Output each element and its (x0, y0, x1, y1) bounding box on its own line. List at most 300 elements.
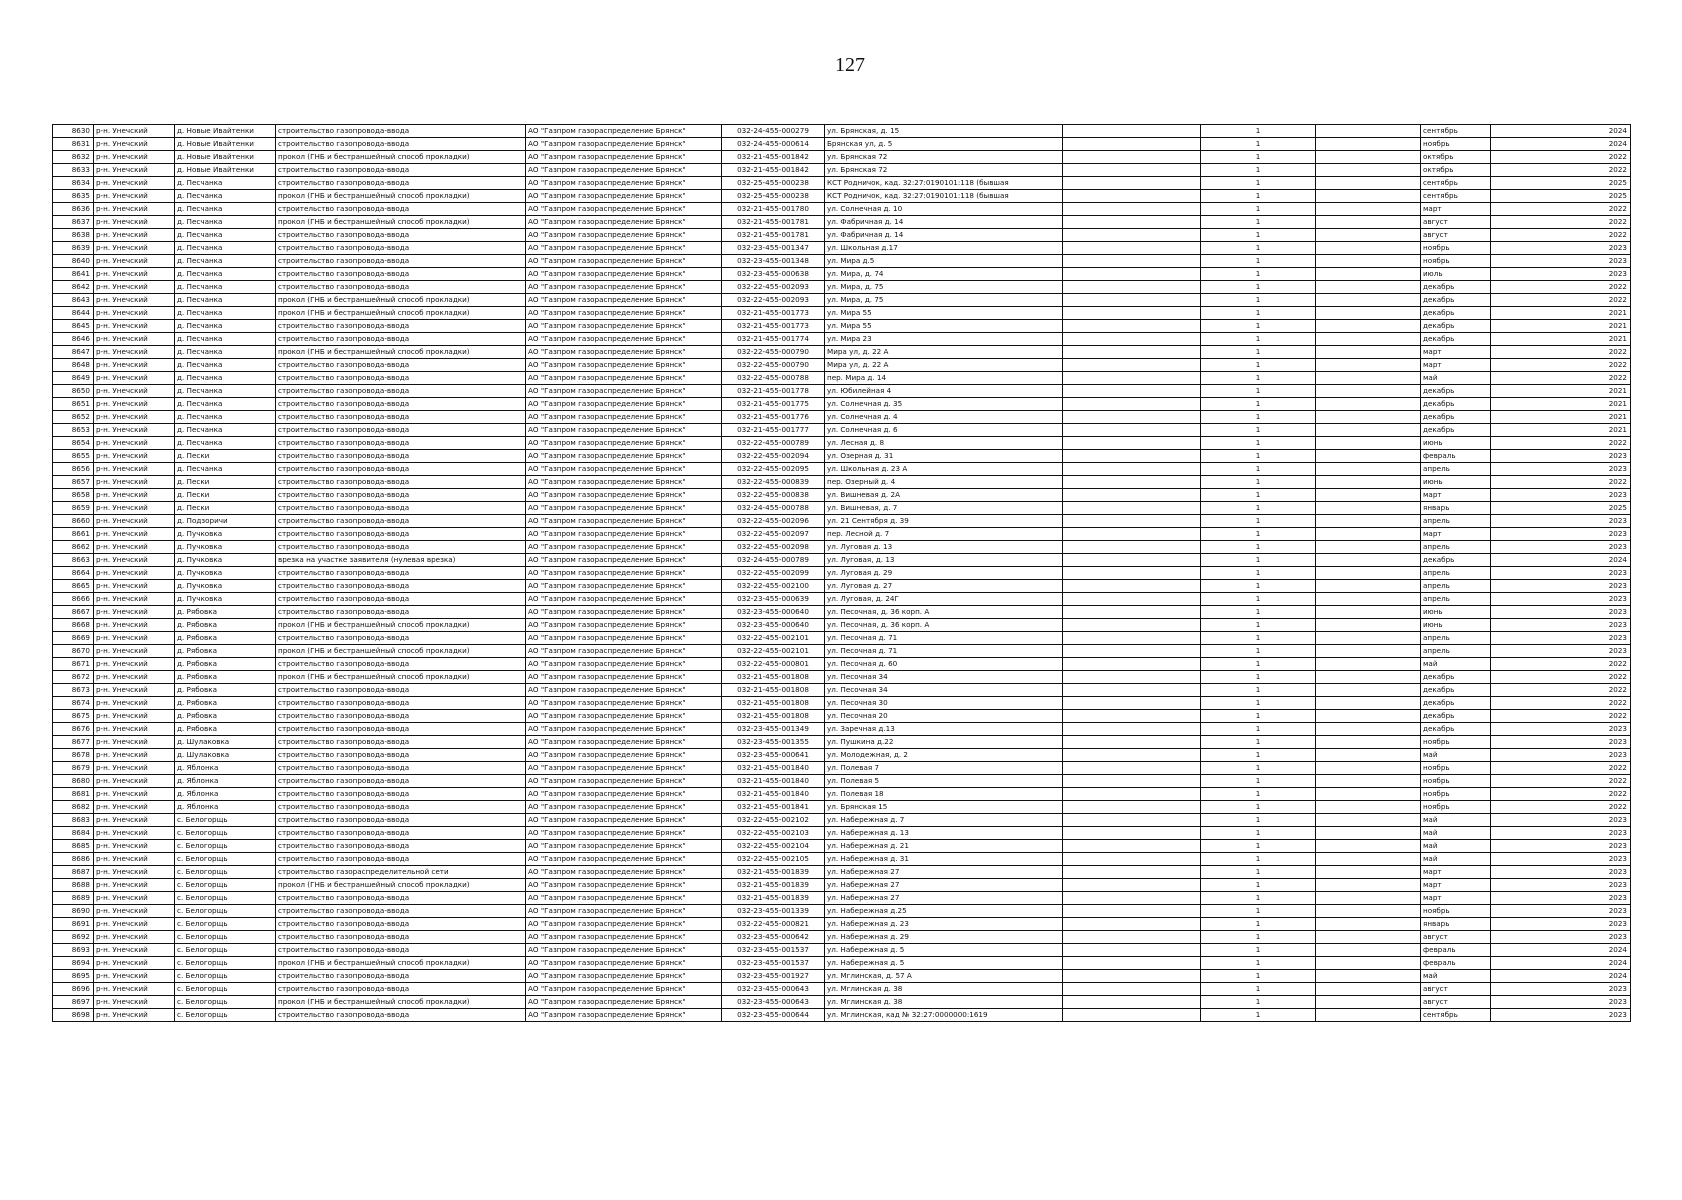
cell-empty-column (1316, 450, 1421, 463)
cell-month: март (1421, 892, 1491, 905)
cell-quantity: 1 (1201, 398, 1316, 411)
cell-application-number: 032-22-455-000838 (722, 489, 825, 502)
cell-row-number: 8671 (53, 658, 94, 671)
cell-empty-column (1063, 372, 1201, 385)
cell-organization: АО "Газпром газораспределение Брянск" (526, 840, 722, 853)
cell-application-number: 032-21-455-001839 (722, 866, 825, 879)
cell-month: декабрь (1421, 671, 1491, 684)
cell-quantity: 1 (1201, 242, 1316, 255)
cell-district: р-н. Унечский (94, 996, 175, 1009)
cell-row-number: 8654 (53, 437, 94, 450)
cell-year: 2022 (1491, 697, 1631, 710)
cell-address: ул. Набережная д. 5 (825, 944, 1063, 957)
cell-month: сентябрь (1421, 177, 1491, 190)
table-row (53, 411, 1631, 424)
cell-organization: АО "Газпром газораспределение Брянск" (526, 645, 722, 658)
cell-address: ул. Заречная д.13 (825, 723, 1063, 736)
table-row (53, 931, 1631, 944)
cell-year: 2021 (1491, 307, 1631, 320)
cell-organization: АО "Газпром газораспределение Брянск" (526, 788, 722, 801)
cell-organization: АО "Газпром газораспределение Брянск" (526, 346, 722, 359)
cell-organization: АО "Газпром газораспределение Брянск" (526, 268, 722, 281)
cell-empty-column (1316, 385, 1421, 398)
cell-organization: АО "Газпром газораспределение Брянск" (526, 723, 722, 736)
cell-district: р-н. Унечский (94, 580, 175, 593)
cell-work-type: строительство газопровода-ввода (276, 528, 526, 541)
cell-work-type: строительство газопровода-ввода (276, 463, 526, 476)
cell-application-number: 032-21-455-001781 (722, 216, 825, 229)
table-row (53, 970, 1631, 983)
cell-settlement: с. Белогорщь (175, 814, 276, 827)
cell-empty-column (1316, 814, 1421, 827)
cell-empty-column (1316, 554, 1421, 567)
cell-settlement: д. Новые Ивайтенки (175, 164, 276, 177)
table-row (53, 710, 1631, 723)
table-row (53, 242, 1631, 255)
cell-address: ул. Солнечная д. 35 (825, 398, 1063, 411)
table-row (53, 359, 1631, 372)
cell-month: ноябрь (1421, 255, 1491, 268)
cell-application-number: 032-23-455-001355 (722, 736, 825, 749)
cell-application-number: 032-22-455-000788 (722, 372, 825, 385)
cell-settlement: д. Песчанка (175, 255, 276, 268)
cell-application-number: 032-23-455-001349 (722, 723, 825, 736)
cell-empty-column (1063, 502, 1201, 515)
cell-empty-column (1063, 359, 1201, 372)
cell-organization: АО "Газпром газораспределение Брянск" (526, 905, 722, 918)
table-row (53, 801, 1631, 814)
cell-work-type: строительство газопровода-ввода (276, 944, 526, 957)
cell-district: р-н. Унечский (94, 294, 175, 307)
cell-district: р-н. Унечский (94, 775, 175, 788)
cell-year: 2022 (1491, 216, 1631, 229)
cell-empty-column (1316, 697, 1421, 710)
cell-application-number: 032-25-455-000238 (722, 190, 825, 203)
cell-address: ул. Мглинская, д. 57 А (825, 970, 1063, 983)
cell-quantity: 1 (1201, 177, 1316, 190)
cell-organization: АО "Газпром газораспределение Брянск" (526, 580, 722, 593)
cell-work-type: строительство газопровода-ввода (276, 749, 526, 762)
cell-address: ул. Фабричная д. 14 (825, 216, 1063, 229)
cell-row-number: 8664 (53, 567, 94, 580)
cell-application-number: 032-23-455-001927 (722, 970, 825, 983)
cell-work-type: строительство газопровода-ввода (276, 320, 526, 333)
cell-address: ул. Набережная д. 23 (825, 918, 1063, 931)
cell-empty-column (1316, 905, 1421, 918)
cell-application-number: 032-22-455-000790 (722, 346, 825, 359)
cell-organization: АО "Газпром газораспределение Брянск" (526, 385, 722, 398)
cell-row-number: 8683 (53, 814, 94, 827)
cell-address: ул. Вишневая д. 2А (825, 489, 1063, 502)
cell-month: ноябрь (1421, 762, 1491, 775)
cell-row-number: 8647 (53, 346, 94, 359)
cell-quantity: 1 (1201, 905, 1316, 918)
cell-address: ул. Вишневая, д. 7 (825, 502, 1063, 515)
cell-empty-column (1316, 268, 1421, 281)
cell-settlement: д. Рябовка (175, 710, 276, 723)
cell-row-number: 8692 (53, 931, 94, 944)
cell-district: р-н. Унечский (94, 164, 175, 177)
cell-year: 2024 (1491, 554, 1631, 567)
cell-district: р-н. Унечский (94, 762, 175, 775)
cell-year: 2023 (1491, 593, 1631, 606)
cell-year: 2025 (1491, 190, 1631, 203)
cell-address: ул. Песочная 30 (825, 697, 1063, 710)
cell-year: 2023 (1491, 268, 1631, 281)
cell-address: ул. Лесная д. 8 (825, 437, 1063, 450)
table-row (53, 762, 1631, 775)
cell-month: декабрь (1421, 398, 1491, 411)
cell-settlement: д. Рябовка (175, 697, 276, 710)
cell-row-number: 8645 (53, 320, 94, 333)
cell-empty-column (1316, 424, 1421, 437)
cell-work-type: строительство газопровода-ввода (276, 255, 526, 268)
cell-row-number: 8658 (53, 489, 94, 502)
cell-quantity: 1 (1201, 216, 1316, 229)
cell-month: март (1421, 346, 1491, 359)
cell-settlement: д. Рябовка (175, 645, 276, 658)
cell-quantity: 1 (1201, 931, 1316, 944)
cell-month: май (1421, 853, 1491, 866)
cell-empty-column (1316, 801, 1421, 814)
cell-empty-column (1316, 190, 1421, 203)
cell-row-number: 8669 (53, 632, 94, 645)
cell-year: 2023 (1491, 983, 1631, 996)
cell-empty-column (1316, 229, 1421, 242)
cell-year: 2023 (1491, 723, 1631, 736)
cell-district: р-н. Унечский (94, 125, 175, 138)
cell-month: апрель (1421, 541, 1491, 554)
table-row (53, 671, 1631, 684)
cell-empty-column (1316, 879, 1421, 892)
cell-row-number: 8670 (53, 645, 94, 658)
cell-year: 2023 (1491, 736, 1631, 749)
cell-district: р-н. Унечский (94, 333, 175, 346)
cell-settlement: д. Яблонка (175, 801, 276, 814)
cell-year: 2023 (1491, 450, 1631, 463)
cell-settlement: д. Песчанка (175, 333, 276, 346)
cell-year: 2022 (1491, 684, 1631, 697)
cell-row-number: 8640 (53, 255, 94, 268)
cell-quantity: 1 (1201, 307, 1316, 320)
cell-year: 2024 (1491, 138, 1631, 151)
cell-empty-column (1316, 970, 1421, 983)
cell-address: ул. Мглинская, кад № 32:27:0000000:1619 (825, 1009, 1063, 1022)
cell-work-type: строительство газопровода-ввода (276, 203, 526, 216)
cell-quantity: 1 (1201, 996, 1316, 1009)
cell-address: ул. Набережная д.25 (825, 905, 1063, 918)
cell-quantity: 1 (1201, 983, 1316, 996)
cell-empty-column (1063, 775, 1201, 788)
cell-row-number: 8684 (53, 827, 94, 840)
cell-empty-column (1063, 892, 1201, 905)
cell-year: 2022 (1491, 801, 1631, 814)
cell-empty-column (1316, 476, 1421, 489)
cell-month: октябрь (1421, 151, 1491, 164)
cell-empty-column (1063, 762, 1201, 775)
cell-row-number: 8688 (53, 879, 94, 892)
cell-settlement: д. Шулаковка (175, 749, 276, 762)
cell-organization: АО "Газпром газораспределение Брянск" (526, 216, 722, 229)
cell-address: ул. Брянская, д. 15 (825, 125, 1063, 138)
cell-work-type: строительство газопровода-ввода (276, 775, 526, 788)
cell-address: пер. Лесной д. 7 (825, 528, 1063, 541)
cell-empty-column (1063, 710, 1201, 723)
cell-organization: АО "Газпром газораспределение Брянск" (526, 229, 722, 242)
cell-row-number: 8652 (53, 411, 94, 424)
cell-empty-column (1063, 814, 1201, 827)
cell-quantity: 1 (1201, 749, 1316, 762)
cell-organization: АО "Газпром газораспределение Брянск" (526, 996, 722, 1009)
cell-row-number: 8644 (53, 307, 94, 320)
cell-application-number: 032-21-455-001808 (722, 671, 825, 684)
cell-address: ул. Мира, д. 75 (825, 294, 1063, 307)
cell-quantity: 1 (1201, 489, 1316, 502)
cell-row-number: 8655 (53, 450, 94, 463)
cell-row-number: 8674 (53, 697, 94, 710)
cell-empty-column (1316, 853, 1421, 866)
table-row (53, 281, 1631, 294)
cell-work-type: строительство газопровода-ввода (276, 788, 526, 801)
cell-empty-column (1316, 125, 1421, 138)
cell-year: 2023 (1491, 905, 1631, 918)
cell-work-type: строительство газопровода-ввода (276, 489, 526, 502)
table-row (53, 580, 1631, 593)
cell-settlement: д. Пески (175, 476, 276, 489)
cell-settlement: д. Песчанка (175, 411, 276, 424)
cell-empty-column (1316, 788, 1421, 801)
cell-organization: АО "Газпром газораспределение Брянск" (526, 983, 722, 996)
cell-settlement: д. Подзоричи (175, 515, 276, 528)
cell-empty-column (1063, 645, 1201, 658)
cell-row-number: 8680 (53, 775, 94, 788)
cell-quantity: 1 (1201, 762, 1316, 775)
cell-work-type: строительство газопровода-ввода (276, 801, 526, 814)
cell-year: 2022 (1491, 476, 1631, 489)
cell-application-number: 032-22-455-002093 (722, 281, 825, 294)
cell-application-number: 032-24-455-000614 (722, 138, 825, 151)
cell-application-number: 032-21-455-001777 (722, 424, 825, 437)
cell-work-type: строительство газопровода-ввода (276, 606, 526, 619)
cell-district: р-н. Унечский (94, 905, 175, 918)
cell-year: 2021 (1491, 333, 1631, 346)
cell-district: р-н. Унечский (94, 502, 175, 515)
cell-quantity: 1 (1201, 515, 1316, 528)
cell-settlement: д. Пучковка (175, 541, 276, 554)
cell-address: ул. Набережная д. 5 (825, 957, 1063, 970)
cell-address: ул. Набережная д. 31 (825, 853, 1063, 866)
cell-district: р-н. Унечский (94, 593, 175, 606)
cell-empty-column (1063, 983, 1201, 996)
cell-month: декабрь (1421, 424, 1491, 437)
cell-year: 2023 (1491, 1009, 1631, 1022)
cell-address: ул. 21 Сентября д. 39 (825, 515, 1063, 528)
table-row (53, 203, 1631, 216)
cell-empty-column (1063, 567, 1201, 580)
cell-empty-column (1063, 281, 1201, 294)
table-row (53, 346, 1631, 359)
cell-organization: АО "Газпром газораспределение Брянск" (526, 1009, 722, 1022)
cell-year: 2023 (1491, 580, 1631, 593)
cell-month: апрель (1421, 632, 1491, 645)
cell-month: июнь (1421, 619, 1491, 632)
cell-month: декабрь (1421, 294, 1491, 307)
cell-organization: АО "Газпром газораспределение Брянск" (526, 567, 722, 580)
cell-empty-column (1063, 736, 1201, 749)
table-row (53, 1009, 1631, 1022)
cell-settlement: д. Песчанка (175, 320, 276, 333)
cell-quantity: 1 (1201, 502, 1316, 515)
cell-month: ноябрь (1421, 801, 1491, 814)
cell-address: ул. Набережная д. 7 (825, 814, 1063, 827)
cell-district: р-н. Унечский (94, 320, 175, 333)
cell-empty-column (1063, 164, 1201, 177)
cell-empty-column (1063, 216, 1201, 229)
cell-quantity: 1 (1201, 710, 1316, 723)
cell-empty-column (1063, 203, 1201, 216)
table-row (53, 216, 1631, 229)
cell-empty-column (1063, 723, 1201, 736)
cell-work-type: врезка на участке заявителя (нулевая врезка) (276, 554, 526, 567)
cell-work-type: строительство газопровода-ввода (276, 593, 526, 606)
cell-year: 2022 (1491, 229, 1631, 242)
cell-work-type: строительство газопровода-ввода (276, 723, 526, 736)
cell-settlement: д. Пучковка (175, 554, 276, 567)
cell-organization: АО "Газпром газораспределение Брянск" (526, 606, 722, 619)
cell-row-number: 8663 (53, 554, 94, 567)
cell-year: 2023 (1491, 606, 1631, 619)
cell-application-number: 032-21-455-001773 (722, 320, 825, 333)
cell-row-number: 8632 (53, 151, 94, 164)
table-row (53, 502, 1631, 515)
cell-month: апрель (1421, 567, 1491, 580)
table-row (53, 437, 1631, 450)
cell-application-number: 032-22-455-002099 (722, 567, 825, 580)
cell-year: 2022 (1491, 658, 1631, 671)
cell-application-number: 032-22-455-002101 (722, 645, 825, 658)
cell-address: ул. Песочная 34 (825, 684, 1063, 697)
cell-empty-column (1063, 138, 1201, 151)
cell-application-number: 032-23-455-000643 (722, 996, 825, 1009)
cell-organization: АО "Газпром газораспределение Брянск" (526, 476, 722, 489)
cell-district: р-н. Унечский (94, 359, 175, 372)
cell-application-number: 032-22-455-000801 (722, 658, 825, 671)
cell-settlement: д. Песчанка (175, 268, 276, 281)
cell-year: 2022 (1491, 359, 1631, 372)
cell-row-number: 8643 (53, 294, 94, 307)
cell-year: 2023 (1491, 840, 1631, 853)
cell-empty-column (1063, 229, 1201, 242)
cell-year: 2024 (1491, 957, 1631, 970)
cell-empty-column (1316, 944, 1421, 957)
cell-empty-column (1316, 606, 1421, 619)
cell-district: р-н. Унечский (94, 138, 175, 151)
cell-application-number: 032-22-455-002095 (722, 463, 825, 476)
cell-settlement: д. Рябовка (175, 619, 276, 632)
cell-address: ул. Луговая д. 27 (825, 580, 1063, 593)
cell-application-number: 032-22-455-002093 (722, 294, 825, 307)
table-row (53, 567, 1631, 580)
cell-district: р-н. Унечский (94, 476, 175, 489)
cell-address: ул. Мира, д. 74 (825, 268, 1063, 281)
cell-year: 2022 (1491, 151, 1631, 164)
cell-quantity: 1 (1201, 645, 1316, 658)
cell-application-number: 032-21-455-001780 (722, 203, 825, 216)
cell-empty-column (1063, 554, 1201, 567)
cell-quantity: 1 (1201, 736, 1316, 749)
cell-application-number: 032-22-455-002100 (722, 580, 825, 593)
cell-empty-column (1316, 775, 1421, 788)
cell-application-number: 032-21-455-001840 (722, 775, 825, 788)
cell-month: ноябрь (1421, 788, 1491, 801)
cell-month: декабрь (1421, 684, 1491, 697)
cell-empty-column (1063, 424, 1201, 437)
cell-settlement: д. Рябовка (175, 606, 276, 619)
cell-quantity: 1 (1201, 346, 1316, 359)
cell-organization: АО "Газпром газораспределение Брянск" (526, 671, 722, 684)
cell-empty-column (1316, 957, 1421, 970)
cell-address: ул. Брянская 15 (825, 801, 1063, 814)
cell-application-number: 032-23-455-000643 (722, 983, 825, 996)
cell-month: май (1421, 749, 1491, 762)
cell-organization: АО "Газпром газораспределение Брянск" (526, 541, 722, 554)
cell-month: декабрь (1421, 320, 1491, 333)
cell-settlement: с. Белогорщь (175, 918, 276, 931)
cell-district: р-н. Унечский (94, 957, 175, 970)
cell-empty-column (1063, 801, 1201, 814)
cell-quantity: 1 (1201, 671, 1316, 684)
cell-work-type: строительство газопровода-ввода (276, 515, 526, 528)
cell-application-number: 032-22-455-002104 (722, 840, 825, 853)
cell-settlement: д. Пески (175, 489, 276, 502)
cell-empty-column (1063, 671, 1201, 684)
cell-application-number: 032-22-455-002101 (722, 632, 825, 645)
table-row (53, 619, 1631, 632)
cell-application-number: 032-22-455-002097 (722, 528, 825, 541)
cell-application-number: 032-21-455-001775 (722, 398, 825, 411)
cell-settlement: д. Пучковка (175, 580, 276, 593)
cell-month: март (1421, 489, 1491, 502)
cell-work-type: строительство газопровода-ввода (276, 281, 526, 294)
cell-month: март (1421, 359, 1491, 372)
cell-year: 2023 (1491, 242, 1631, 255)
cell-settlement: с. Белогорщь (175, 827, 276, 840)
cell-address: КСТ Родничок, кад. 32:27:0190101:118 (бывшая (825, 190, 1063, 203)
cell-organization: АО "Газпром газораспределение Брянск" (526, 619, 722, 632)
cell-settlement: с. Белогорщь (175, 957, 276, 970)
table-row (53, 177, 1631, 190)
cell-address: ул. Мира 23 (825, 333, 1063, 346)
cell-month: май (1421, 658, 1491, 671)
cell-quantity: 1 (1201, 320, 1316, 333)
cell-settlement: д. Рябовка (175, 684, 276, 697)
cell-address: ул. Набережная 27 (825, 892, 1063, 905)
cell-empty-column (1316, 489, 1421, 502)
cell-row-number: 8638 (53, 229, 94, 242)
cell-district: р-н. Унечский (94, 528, 175, 541)
cell-district: р-н. Унечский (94, 177, 175, 190)
cell-year: 2023 (1491, 515, 1631, 528)
cell-organization: АО "Газпром газораспределение Брянск" (526, 515, 722, 528)
table-row (53, 541, 1631, 554)
cell-year: 2023 (1491, 255, 1631, 268)
table-row (53, 996, 1631, 1009)
cell-application-number: 032-21-455-001839 (722, 892, 825, 905)
cell-year: 2022 (1491, 281, 1631, 294)
cell-district: р-н. Унечский (94, 840, 175, 853)
cell-district: р-н. Унечский (94, 918, 175, 931)
cell-quantity: 1 (1201, 827, 1316, 840)
